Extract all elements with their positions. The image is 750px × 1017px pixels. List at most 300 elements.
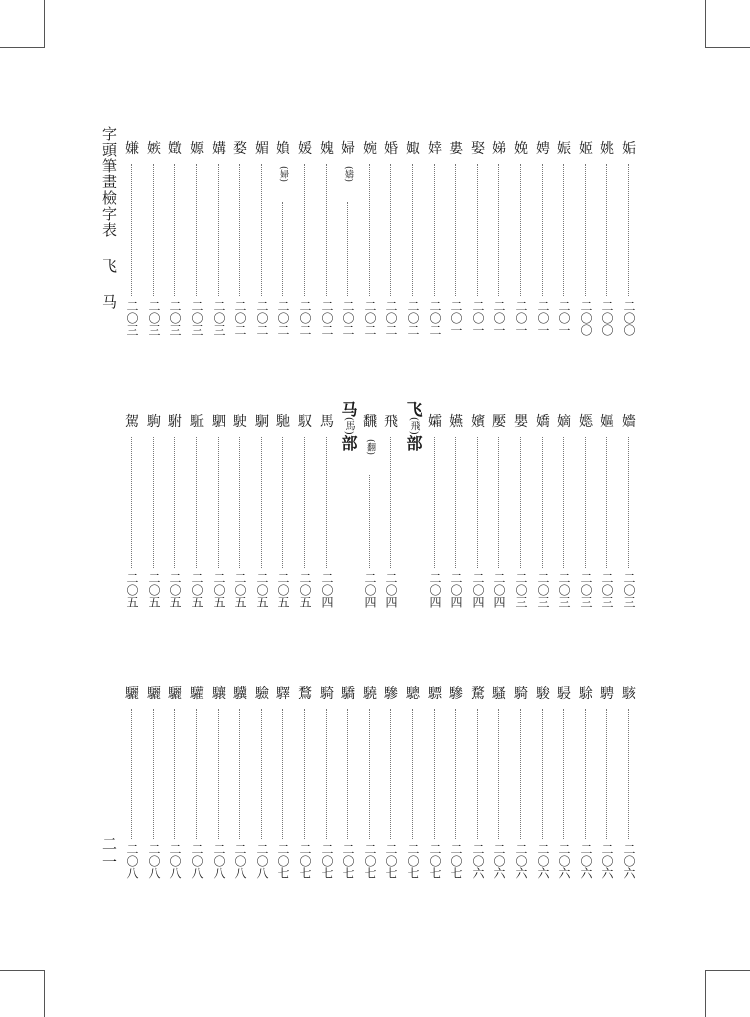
entry-page: 二〇二 [298, 300, 312, 336]
entry-page: 二〇三 [168, 300, 182, 336]
entry-char: 驂 [384, 686, 398, 702]
leader-dots [628, 709, 629, 839]
leader-dots [606, 709, 607, 839]
index-entry [490, 685, 508, 903]
index-entry [555, 140, 573, 360]
index-entry [231, 685, 249, 903]
entry-char: 飜 [363, 414, 377, 430]
entry-char: 騖 [471, 686, 485, 702]
entry-char: 嬰 [514, 414, 528, 430]
entry-note: (嬦) [343, 166, 353, 183]
leader-dots [477, 164, 478, 296]
entry-char: 驛 [276, 686, 290, 702]
entry-note: (婦) [278, 166, 288, 183]
leader-dots [606, 164, 607, 296]
index-entry [123, 413, 141, 632]
leader-dots [239, 709, 240, 839]
leader-dots [412, 164, 413, 296]
entry-page: 二〇三 [212, 300, 226, 336]
index-entry [339, 685, 357, 903]
entry-char: 驃 [428, 686, 442, 702]
entry-page: 二〇一 [492, 300, 506, 336]
leader-dots [498, 437, 499, 568]
index-entry [598, 140, 616, 360]
leader-dots [369, 164, 370, 296]
index-entry [188, 140, 206, 360]
leader-dots [434, 164, 435, 296]
entry-char: 駭 [622, 686, 636, 702]
entry-char: 嫄 [190, 141, 204, 157]
leader-dots [196, 437, 197, 568]
entry-page: 二〇七 [363, 843, 377, 879]
entry-char: 婞 [428, 141, 442, 157]
index-entry [534, 413, 552, 632]
entry-page: 二〇八 [255, 843, 269, 879]
index-entry [512, 413, 530, 632]
index-entry [620, 413, 638, 632]
index-entry [166, 140, 184, 360]
leader-dots [369, 475, 370, 568]
index-entry [188, 413, 206, 632]
running-header [98, 126, 120, 310]
index-entry [512, 140, 530, 360]
crop-mark [0, 47, 45, 48]
index-entry [210, 140, 228, 360]
index-entry [555, 413, 573, 632]
radical-heading [336, 401, 360, 451]
crop-mark [44, 0, 45, 47]
entry-page: 二〇七 [449, 843, 463, 879]
entry-page: 二〇六 [557, 843, 571, 879]
entry-page: 二〇〇 [600, 300, 614, 336]
header-title: 字頭筆畫檢字表 [100, 126, 118, 238]
entry-char: 婁 [449, 141, 463, 157]
index-entry [577, 140, 595, 360]
entry-char: 媿 [320, 141, 334, 157]
index-entry [166, 413, 184, 632]
leader-dots [628, 164, 629, 296]
index-entry [361, 140, 379, 360]
entry-page: 二〇三 [190, 300, 204, 336]
entry-page: 二〇八 [168, 843, 182, 879]
entry-page: 二〇六 [600, 843, 614, 879]
leader-dots [153, 164, 154, 296]
entry-page: 二〇三 [125, 300, 139, 336]
index-entry [274, 413, 292, 632]
leader-dots [131, 709, 132, 839]
leader-dots [239, 164, 240, 296]
entry-page: 二〇六 [471, 843, 485, 879]
index-entry [166, 685, 184, 903]
index-entry [490, 140, 508, 360]
entry-char: 娶 [471, 141, 485, 157]
entry-char: 嬍 [168, 141, 182, 157]
radical-char: 马 [339, 401, 358, 417]
entry-page: 二〇四 [320, 572, 334, 608]
entry-char: 嬮 [492, 414, 506, 430]
leader-dots [261, 164, 262, 296]
index-entry [447, 413, 465, 632]
entry-char: 駸 [557, 686, 571, 702]
leader-dots [477, 709, 478, 839]
entry-page: 二〇三 [147, 300, 161, 336]
entry-char: 驍 [363, 686, 377, 702]
leader-dots [261, 437, 262, 568]
entry-page: 二〇六 [492, 843, 506, 879]
entry-char: 嫌 [125, 141, 139, 157]
entry-page: 二〇二 [384, 300, 398, 336]
crop-mark [0, 970, 45, 971]
entry-char: 駟 [212, 414, 226, 430]
index-entry [426, 140, 444, 360]
entry-page: 二〇三 [622, 572, 636, 608]
crop-mark [705, 0, 706, 47]
entry-page: 二〇一 [557, 300, 571, 336]
leader-dots [455, 437, 456, 568]
entry-page: 二〇三 [514, 572, 528, 608]
entry-page: 二〇一 [514, 300, 528, 336]
leader-dots [239, 437, 240, 568]
entry-page: 二〇五 [125, 572, 139, 608]
entry-char: 嬿 [449, 414, 463, 430]
entry-char: 姬 [579, 141, 593, 157]
entry-char: 孀 [428, 414, 442, 430]
entry-page: 二〇七 [384, 843, 398, 879]
entry-page: 二〇四 [449, 572, 463, 608]
entry-page: 二〇五 [190, 572, 204, 608]
leader-dots [390, 709, 391, 839]
index-entry [253, 140, 271, 360]
entry-page: 二〇四 [363, 572, 377, 608]
index-entry [145, 685, 163, 903]
header-radical: 马 [100, 293, 118, 310]
leader-dots [218, 709, 219, 839]
radical-note: (飛) [408, 417, 419, 435]
leader-dots [196, 709, 197, 839]
leader-dots [261, 709, 262, 839]
entry-page: 二〇三 [536, 572, 550, 608]
entry-page: 二〇五 [233, 572, 247, 608]
entry-page: 二〇二 [255, 300, 269, 336]
index-entry [426, 685, 444, 903]
leader-dots [498, 164, 499, 296]
index-entry [577, 413, 595, 632]
leader-dots [520, 709, 521, 839]
index-entry [231, 413, 249, 632]
entry-note: (翻) [365, 439, 375, 456]
index-entry [469, 140, 487, 360]
leader-dots [282, 202, 283, 296]
leader-dots [304, 164, 305, 296]
entry-page: 二〇四 [471, 572, 485, 608]
entry-page: 二〇七 [406, 843, 420, 879]
index-entry [296, 413, 314, 632]
index-entry [231, 140, 249, 360]
radical-char: 飞 [404, 401, 423, 417]
leader-dots [326, 709, 327, 839]
entry-page: 二〇〇 [622, 300, 636, 336]
entry-char: 駼 [579, 686, 593, 702]
entry-char: 駙 [168, 414, 182, 430]
entry-char: 騎 [320, 686, 334, 702]
leader-dots [347, 202, 348, 296]
entry-char: 馭 [298, 414, 312, 430]
entry-page: 二〇四 [492, 572, 506, 608]
entry-char: 驪 [147, 686, 161, 702]
index-entry [274, 140, 292, 360]
entry-char: 婺 [233, 141, 247, 157]
entry-page: 二〇四 [428, 572, 442, 608]
leader-dots [434, 709, 435, 839]
entry-page: 二〇五 [255, 572, 269, 608]
entry-char: 嫕 [579, 414, 593, 430]
leader-dots [563, 437, 564, 568]
index-entry [404, 140, 422, 360]
index-entry [469, 685, 487, 903]
entry-char: 姤 [622, 141, 636, 157]
entry-char: 驄 [406, 686, 420, 702]
entry-char: 駈 [190, 414, 204, 430]
radical-label: 部 [339, 434, 358, 451]
entry-char: 娣 [492, 141, 506, 157]
leader-dots [131, 164, 132, 296]
entry-char: 嬌 [536, 414, 550, 430]
entry-page: 二〇〇 [579, 300, 593, 336]
entry-page: 二〇八 [190, 843, 204, 879]
index-entry [469, 413, 487, 632]
entry-char: 驕 [341, 686, 355, 702]
index-entry [555, 685, 573, 903]
leader-dots [153, 437, 154, 568]
entry-page: 二〇一 [471, 300, 485, 336]
crop-mark [44, 970, 45, 1017]
header-radical: 飞 [100, 257, 118, 274]
entry-page: 二〇二 [363, 300, 377, 336]
leader-dots [218, 437, 219, 568]
leader-dots [628, 437, 629, 568]
entry-page: 二〇七 [428, 843, 442, 879]
entry-char: 媛 [298, 141, 312, 157]
index-entry [188, 685, 206, 903]
entry-page: 二〇二 [233, 300, 247, 336]
leader-dots [304, 437, 305, 568]
entry-page: 二〇八 [212, 843, 226, 879]
index-entry [318, 140, 336, 360]
leader-dots [477, 437, 478, 568]
leader-dots [434, 437, 435, 568]
leader-dots [585, 437, 586, 568]
index-entry [296, 685, 314, 903]
index-entry [620, 685, 638, 903]
entry-page: 二〇八 [125, 843, 139, 879]
entry-page: 二〇三 [557, 572, 571, 608]
entry-char: 駿 [536, 686, 550, 702]
entry-char: 媍 [276, 141, 290, 157]
entry-char: 驂 [449, 686, 463, 702]
entry-page: 二〇八 [147, 843, 161, 879]
leader-dots [606, 437, 607, 568]
index-entry [123, 140, 141, 360]
entry-page: 二〇五 [276, 572, 290, 608]
entry-page: 二〇二 [428, 300, 442, 336]
entry-char: 姚 [600, 141, 614, 157]
crop-mark [705, 970, 706, 1017]
leader-dots [520, 164, 521, 296]
leader-dots [347, 709, 348, 839]
entry-char: 婚 [384, 141, 398, 157]
entry-char: 嫗 [600, 414, 614, 430]
entry-char: 駒 [147, 414, 161, 430]
leader-dots [455, 709, 456, 839]
entry-char: 嫡 [557, 414, 571, 430]
entry-char: 馬 [320, 414, 334, 430]
index-entry [382, 685, 400, 903]
entry-page: 二〇八 [233, 843, 247, 879]
entry-page: 二〇五 [212, 572, 226, 608]
entry-char: 婉 [363, 141, 377, 157]
index-entry [318, 685, 336, 903]
entry-char: 駉 [255, 414, 269, 430]
index-entry [210, 685, 228, 903]
entry-page: 二〇六 [622, 843, 636, 879]
leader-dots [412, 709, 413, 839]
leader-dots [326, 164, 327, 296]
index-entry [534, 685, 552, 903]
index-entry [210, 413, 228, 632]
leader-dots [304, 709, 305, 839]
leader-dots [498, 709, 499, 839]
entry-char: 駕 [125, 414, 139, 430]
entry-page: 二〇二 [276, 300, 290, 336]
entry-char: 娠 [557, 141, 571, 157]
entry-page: 二〇六 [536, 843, 550, 879]
leader-dots [455, 164, 456, 296]
index-entry [123, 685, 141, 903]
entry-char: 驪 [168, 686, 182, 702]
leader-dots [563, 164, 564, 296]
index-entry [318, 413, 336, 632]
leader-dots [218, 164, 219, 296]
entry-char: 嫉 [147, 141, 161, 157]
entry-page: 二〇一 [449, 300, 463, 336]
entry-char: 飛 [384, 414, 398, 430]
entry-page: 二〇六 [514, 843, 528, 879]
leader-dots [131, 437, 132, 568]
index-entry [598, 685, 616, 903]
entry-char: 娵 [406, 141, 420, 157]
entry-char: 媾 [212, 141, 226, 157]
entry-char: 嬙 [622, 414, 636, 430]
entry-page: 二〇二 [320, 300, 334, 336]
entry-char: 馳 [276, 414, 290, 430]
entry-char: 驗 [255, 686, 269, 702]
leader-dots [282, 709, 283, 839]
entry-page: 二〇四 [384, 572, 398, 608]
index-entry [404, 685, 422, 903]
index-entry [361, 413, 379, 632]
index-entry [382, 413, 400, 632]
leader-dots [153, 709, 154, 839]
entry-page: 二〇七 [276, 843, 290, 879]
entry-char: 婦 [341, 141, 355, 157]
leader-dots [369, 709, 370, 839]
index-entry [145, 140, 163, 360]
leader-dots [390, 164, 391, 296]
entry-page: 二〇七 [320, 843, 334, 879]
index-entry [447, 140, 465, 360]
entry-char: 驩 [190, 686, 204, 702]
leader-dots [542, 164, 543, 296]
leader-dots [174, 709, 175, 839]
leader-dots [282, 437, 283, 568]
entry-char: 媚 [255, 141, 269, 157]
index-entry [296, 140, 314, 360]
entry-page: 二〇五 [298, 572, 312, 608]
radical-heading [401, 401, 425, 451]
index-entry [490, 413, 508, 632]
index-entry [534, 140, 552, 360]
entry-page: 二〇三 [600, 572, 614, 608]
index-entry [512, 685, 530, 903]
index-entry [620, 140, 638, 360]
index-entry [447, 685, 465, 903]
leader-dots [585, 709, 586, 839]
entry-char: 驥 [233, 686, 247, 702]
entry-char: 嬪 [471, 414, 485, 430]
entry-char: 驪 [125, 686, 139, 702]
entry-char: 鶩 [298, 686, 312, 702]
entry-char: 騁 [600, 686, 614, 702]
index-entry [253, 685, 271, 903]
leader-dots [196, 164, 197, 296]
entry-page: 二〇二 [406, 300, 420, 336]
leader-dots [390, 437, 391, 568]
entry-char: 騷 [492, 686, 506, 702]
leader-dots [174, 164, 175, 296]
entry-page: 二〇二 [341, 300, 355, 336]
index-entry [361, 685, 379, 903]
entry-char: 娉 [536, 141, 550, 157]
entry-page: 二〇一 [536, 300, 550, 336]
leader-dots [563, 709, 564, 839]
leader-dots [326, 437, 327, 568]
entry-page: 二〇五 [147, 572, 161, 608]
index-entry [253, 413, 271, 632]
entry-page: 二〇五 [168, 572, 182, 608]
index-entry [382, 140, 400, 360]
index-entry [145, 413, 163, 632]
entry-page: 二〇七 [341, 843, 355, 879]
index-entry [598, 413, 616, 632]
entry-char: 騎 [514, 686, 528, 702]
entry-char: 駛 [233, 414, 247, 430]
leader-dots [585, 164, 586, 296]
leader-dots [542, 437, 543, 568]
entry-char: 驤 [212, 686, 226, 702]
index-entry [426, 413, 444, 632]
index-entry [274, 685, 292, 903]
crop-mark [705, 47, 750, 48]
entry-page: 二〇三 [579, 572, 593, 608]
crop-mark [705, 970, 750, 971]
page-number: 二一 [100, 836, 118, 872]
leader-dots [542, 709, 543, 839]
entry-page: 二〇七 [298, 843, 312, 879]
entry-page: 二〇六 [579, 843, 593, 879]
leader-dots [174, 437, 175, 568]
leader-dots [520, 437, 521, 568]
index-entry [339, 140, 357, 360]
